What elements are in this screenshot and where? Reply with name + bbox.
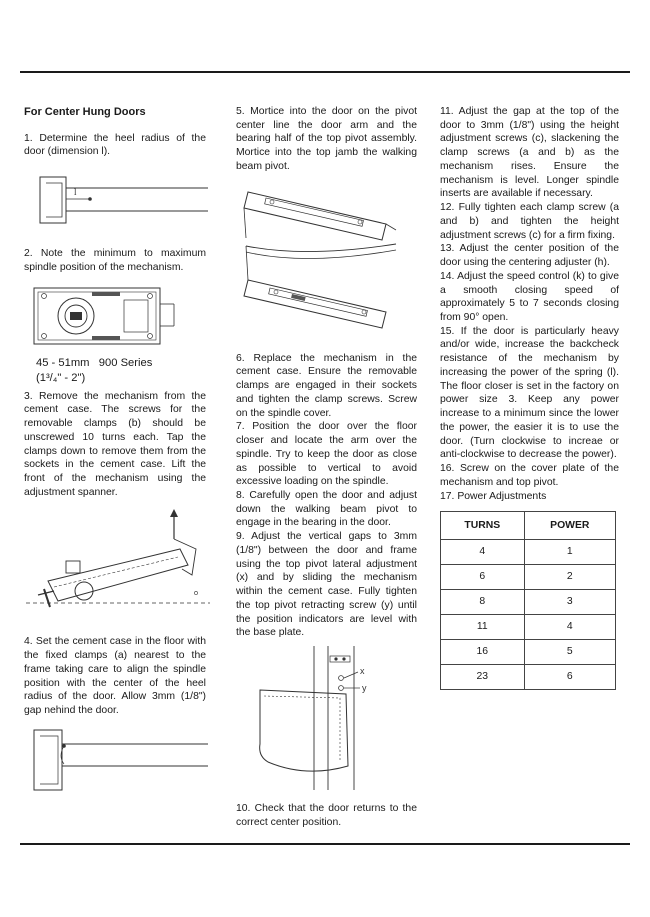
step-7: 7. Position the door over the floor closer and locate the arm over the spindle. Try to keep the door as close as possible to vertical to avoid excessive loading on the spindle. [236, 421, 417, 488]
step-1: 1. Determine the heel radius of the door (dimension l). [24, 132, 206, 158]
table-row [441, 540, 616, 565]
column-header-turns: TURNS [441, 512, 525, 540]
turns-cell: 8 [441, 590, 525, 615]
step-13: 13. Adjust the center position of the door using the centering adjuster (h). [440, 243, 619, 269]
series-range-mm: 45 - 51mm [36, 357, 90, 370]
power-cell: 1 [524, 540, 615, 565]
top-pivot-adjustment-diagram [236, 644, 417, 792]
column-left [24, 105, 206, 796]
table-row [441, 615, 616, 640]
dimension-l-label: l [74, 186, 77, 197]
mechanism-removal-diagram [24, 505, 210, 625]
label-x: x [360, 666, 365, 677]
step-14: 14. Adjust the speed control (k) to give a smooth closing speed of approximately 5 to 7 seconds closing from 90° open. [440, 270, 619, 324]
table-row [441, 565, 616, 590]
step-10: 10. Check that the door returns to the correct center position. [236, 803, 417, 828]
step-4: 4. Set the cement case in the floor with the fixed clamps (a) nearest to the frame taking care to align the spindle position with the center of the heel radius of the door. Allow 3mm (1/8") gap nehind the door. [24, 636, 206, 717]
step-15: 15. If the door is particularly heavy and/or wide, increase the backcheck resistance of the mechanism by increasing the power of the spring (l). The floor closer is set in the factory on power size 3. Keep any power increase to a minimum since the lower the power, the easier it is to use the door. (Turn clockwise to increae or anti-clockwise to decrease the power). [440, 325, 619, 461]
column-right [440, 105, 619, 690]
power-cell: 5 [524, 640, 615, 665]
turns-cell: 11 [441, 615, 525, 640]
spindle-position-diagram [24, 286, 210, 352]
power-cell: 4 [524, 615, 615, 640]
step-12: 12. Fully tighten each clamp screw (a and b) and tighten the height adjustment screws (c) for a firm fixing. [440, 202, 619, 241]
power-cell: 2 [524, 565, 615, 590]
step-6: 6. Replace the mechanism in the cement case. Ensure the removable clamps are engaged in their sockets and tighten the clamp screws. Screw on the spindle cover. [236, 352, 417, 419]
step-2: 2. Note the minimum to maximum spindle position of the mechanism. [24, 247, 206, 273]
heel-radius-diagram [24, 175, 210, 233]
step-11: 11. Adjust the gap at the top of the door to 3mm (1/8") using the height adjustment screws (c), slackening the clamp screws (a and b) as the mechanism rises. Ensure the mechanism is level. Longer spindle inserts are available if necessary. [440, 106, 619, 200]
series-range-inches: (1³/₄" - 2") [36, 372, 86, 385]
turns-cell: 4 [441, 540, 525, 565]
turns-cell: 16 [441, 640, 525, 665]
series-line [24, 356, 206, 371]
cement-case-setting-diagram [24, 728, 210, 796]
label-y: y [362, 683, 367, 694]
turns-cell: 23 [441, 665, 525, 690]
power-cell: 6 [524, 665, 615, 690]
column-middle [236, 105, 417, 830]
series-name: 900 Series [98, 357, 153, 370]
step-17: 17. Power Adjustments [440, 490, 547, 502]
step-5: 5. Mortice into the door on the pivot center line the door arm and the bearing half of the top pivot assembly. Mortice into the top jamb the walking beam pivot. [236, 106, 417, 172]
bottom-rule [20, 843, 630, 845]
section-heading: For Center Hung Doors [24, 106, 146, 118]
power-cell: 3 [524, 590, 615, 615]
top-rule [20, 71, 630, 73]
step-9: 9. Adjust the vertical gaps to 3mm (1/8") between the door and frame using the top pivot lateral adjustment (x) and by sliding the mechanism within the cement case. Fully tighten the top pivot retracting screw (y) until the position indicators are level with the base plate. [236, 531, 417, 639]
step-3: 3. Remove the mechanism from the cement case. The screws for the removable clamps (b) should be unscrewed 10 turns each. Tap the clamps down to remove them from the sockets in the cement case. Lift the front of the mechanism using the adjustment spanner. [24, 390, 206, 498]
table-row [441, 665, 616, 690]
power-adjustment-table [440, 511, 616, 690]
door-mortice-diagram [236, 184, 417, 334]
turns-cell: 6 [441, 565, 525, 590]
step-8: 8. Carefully open the door and adjust down the walking beam pivot to engage in the bearing in the door. [236, 490, 417, 529]
column-header-power: POWER [524, 512, 615, 540]
table-header-row [441, 512, 616, 540]
table-row [441, 590, 616, 615]
step-16: 16. Screw on the cover plate of the mechanism and top pivot. [440, 463, 619, 488]
table-row [441, 640, 616, 665]
